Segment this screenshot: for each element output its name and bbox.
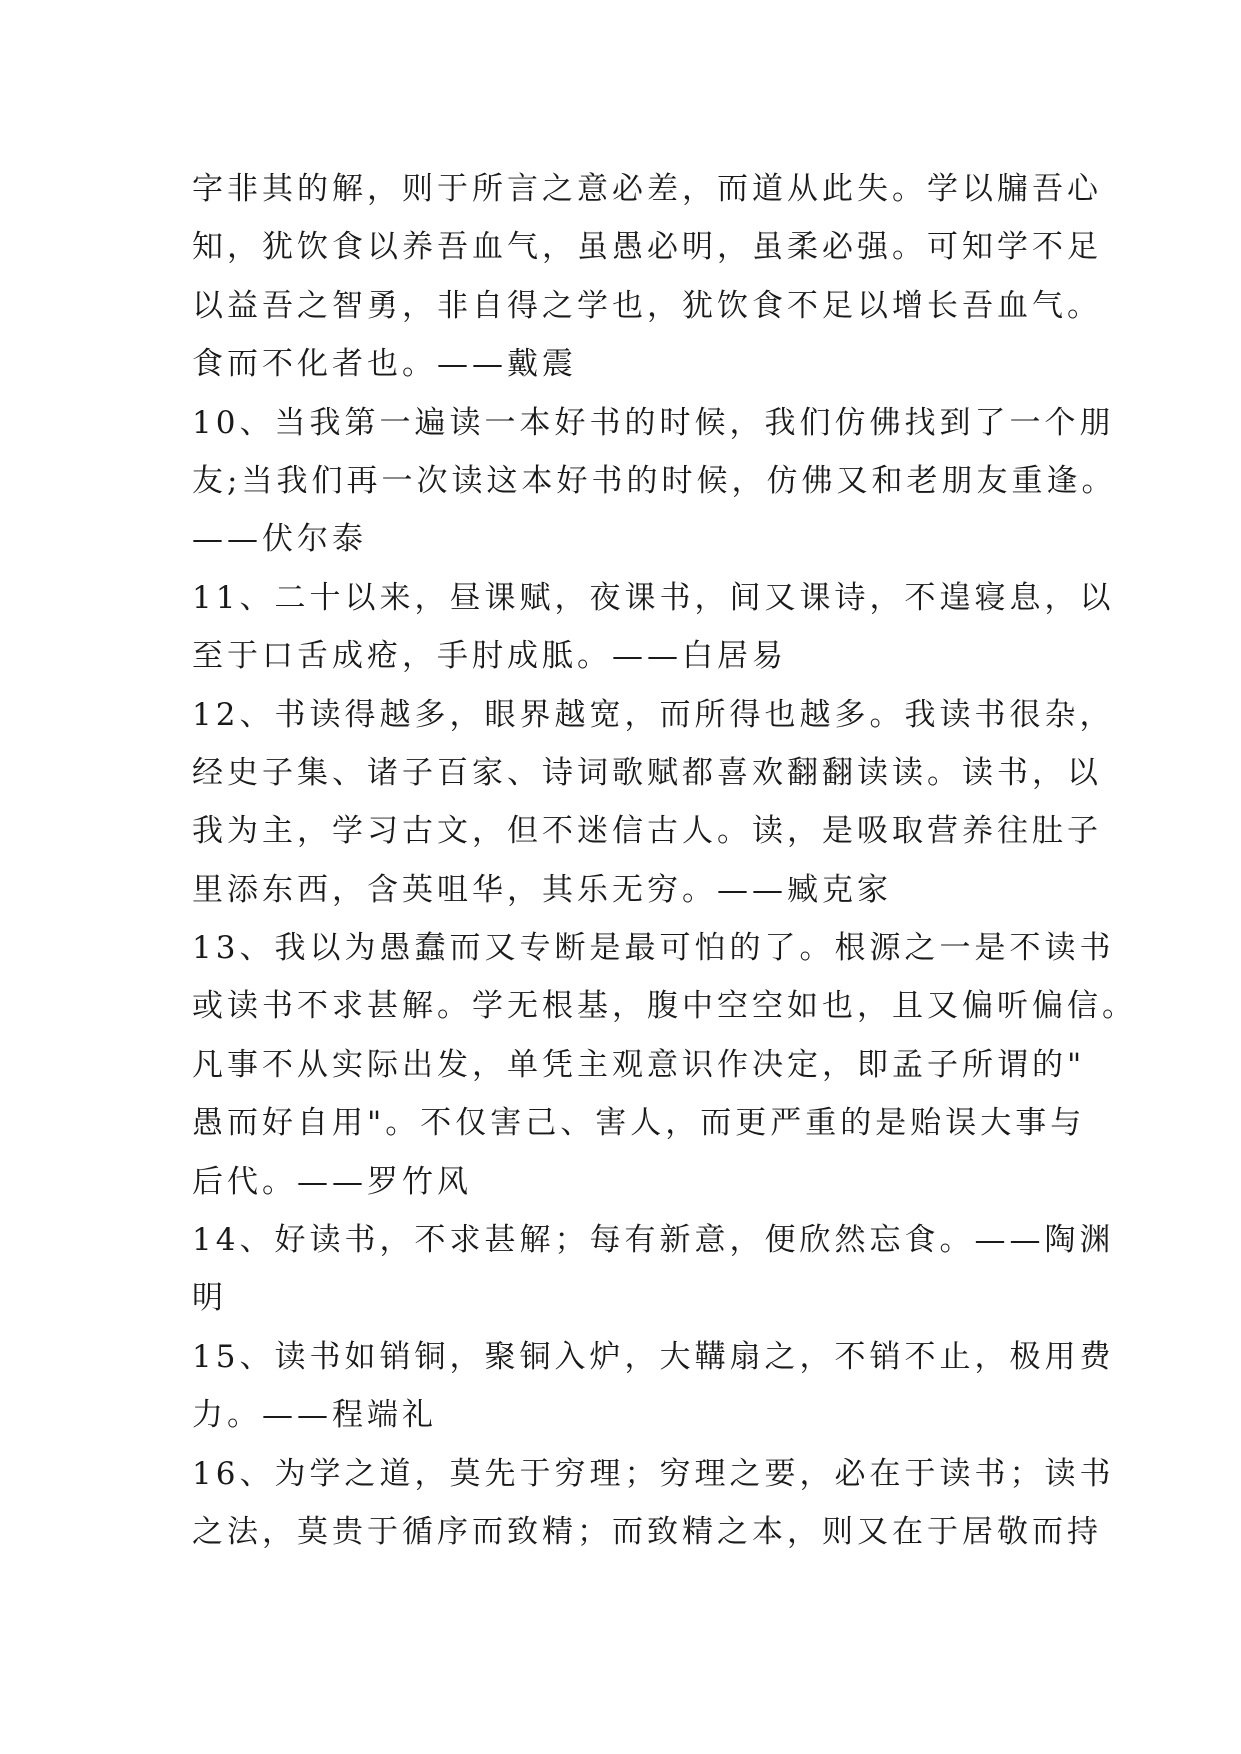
text-line: 知，犹饮食以养吾血气，虽愚必明，虽柔必强。可知学不足 — [192, 229, 1102, 266]
text-line: ——伏尔泰 — [192, 521, 367, 558]
text-line: 明 — [192, 1280, 227, 1317]
text-line: 经史子集、诸子百家、诗词歌赋都喜欢翻翻读读。读书，以 — [192, 754, 1102, 791]
text-line: 字非其的解，则于所言之意必差，而道从此失。学以牖吾心 — [192, 171, 1102, 207]
text-line: 11、二十以来，昼课赋，夜课书，间又课诗，不遑寝息，以 — [192, 579, 1115, 616]
text-line: 里添东西，含英咀华，其乐无穷。——臧克家 — [192, 871, 892, 908]
text-line: 友;当我们再一次读这本好书的时候，仿佛又和老朋友重逢。 — [192, 462, 1117, 499]
text-line: 力。——程端礼 — [192, 1397, 437, 1434]
text-line: 16、为学之道，莫先于穷理；穷理之要，必在于读书；读书 — [192, 1455, 1115, 1492]
text-line: 13、我以为愚蠢而又专断是最可怕的了。根源之一是不读书 — [192, 930, 1115, 967]
text-line: 10、当我第一遍读一本好书的时候，我们仿佛找到了一个朋 — [192, 404, 1115, 441]
text-line: 后代。——罗竹风 — [192, 1163, 472, 1200]
text-line: 12、书读得越多，眼界越宽，而所得也越多。我读书很杂， — [192, 696, 1115, 733]
text-line: 至于口舌成疮，手肘成胝。——白居易 — [192, 638, 787, 675]
text-line: 15、读书如销铜，聚铜入炉，大鞲扇之，不销不止，极用费 — [192, 1338, 1115, 1375]
text-line: 之法，莫贵于循序而致精；而致精之本，则又在于居敬而持 — [192, 1513, 1102, 1550]
text-line: 凡事不从实际出发，单凭主观意识作决定，即孟子所谓的" — [192, 1046, 1086, 1083]
text-line: 愚而好自用"。不仅害己、害人，而更严重的是贻误大事与 — [192, 1105, 1086, 1142]
text-line: 以益吾之智勇，非自得之学也，犹饮食不足以增长吾血气。 — [192, 287, 1102, 324]
text-line: 14、好读书，不求甚解；每有新意，便欣然忘食。——陶渊 — [192, 1222, 1115, 1259]
text-line: 食而不化者也。——戴震 — [192, 346, 577, 383]
text-line: 或读书不求甚解。学无根基，腹中空空如也，且又偏听偏信。 — [192, 988, 1137, 1025]
document-body — [192, 160, 1137, 1561]
text-line: 我为主，学习古文，但不迷信古人。读，是吸取营养往肚子 — [192, 813, 1102, 850]
